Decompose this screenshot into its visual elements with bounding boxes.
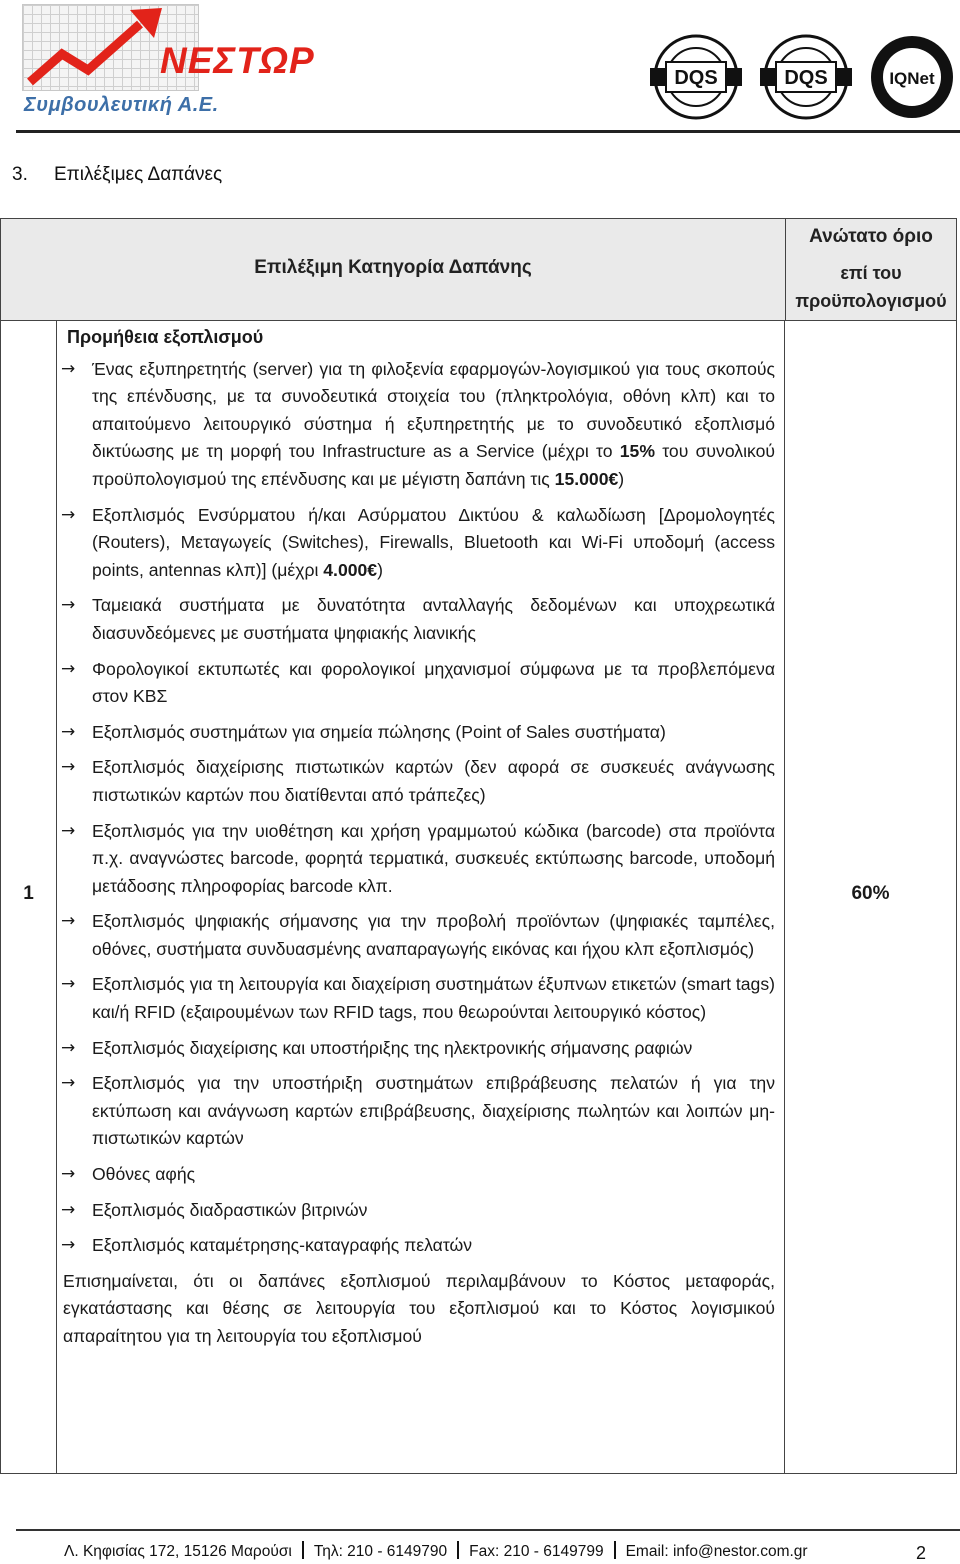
arrow-right-icon: → — [61, 1199, 76, 1220]
item-text: Φορολογικοί εκτυπωτές και φορολογικοί μηχανισμοί σύμφωνα με τα προβλεπόμενα στον ΚΒΣ — [92, 658, 775, 707]
cert-badge-iso14001 — [758, 34, 854, 120]
item-text: του συνολικού προϋπολογισμού της επένδυσης και με μέγιστη δαπάνη τις — [92, 441, 775, 489]
item-text: Εξοπλισμός καταμέτρησης-καταγραφής πελατών — [92, 1235, 473, 1256]
list-item — [63, 1197, 775, 1225]
eligible-expenses-table — [0, 218, 957, 1474]
company-logo — [22, 4, 315, 122]
arrow-right-icon: → — [61, 721, 76, 742]
footer-email[interactable]: Email: info@nestor.com.gr — [625, 1543, 808, 1560]
list-item — [63, 502, 775, 585]
section-number: 3. — [12, 164, 28, 185]
item-text: Εξοπλισμός για την υποστήριξη συστημάτων επιβράβευσης πελατών ή για την εκτύπωση και ανάγνωση καρτών επιβράβευσης, διαχείρισης πωλητών και λοιπών μη-πιστωτικών καρτών — [92, 1073, 775, 1149]
column-divider — [56, 320, 57, 1474]
item-text: Εξοπλισμός διαδραστικών βιτρινών — [92, 1199, 368, 1220]
item-text: Οθόνες αφής — [92, 1164, 196, 1185]
footer-fax: Fax: 210 - 6149799 — [469, 1543, 604, 1560]
item-highlight: 4.000€ — [323, 559, 378, 580]
list-item — [63, 818, 775, 901]
item-text: Εξοπλισμός για την υιοθέτηση και χρήση γραμμωτού κώδικα (barcode) στα προϊόντα π.χ. αναγνώστες barcode, φορητά τερματικά, συσκευές εκτύπωσης barcode, υποδομή μετάδοσης πληροφορίας barcode κλπ. — [92, 820, 775, 896]
header-divider — [16, 130, 960, 133]
cert-core-text: DQS — [784, 67, 828, 89]
header-max-line3: προϋπολογισμού — [795, 291, 947, 311]
footer-divider — [16, 1529, 960, 1531]
list-item — [63, 1035, 775, 1063]
expense-items-list — [63, 356, 775, 1260]
list-item — [63, 1070, 775, 1153]
list-item — [63, 592, 775, 647]
arrow-right-icon: → — [61, 1037, 76, 1058]
row-number: 1 — [23, 883, 34, 904]
logo-name: ΝΕΣΤΩΡ — [160, 40, 315, 81]
item-highlight: 15% — [619, 441, 655, 462]
page-footer — [64, 1541, 914, 1563]
header-max-line1: Ανώτατο όριο — [809, 226, 933, 247]
list-item — [63, 656, 775, 711]
list-item — [63, 356, 775, 494]
footer-address: Λ. Κηφισίας 172, 15126 Μαρούσι — [64, 1543, 292, 1560]
item-text: Εξοπλισμός Ενσύρματου ή/και Ασύρματου Δικτύου & καλωδίωση [Δρομολογητές (Routers), Μεταγωγείς (Switches), Firewalls, Bluetooth και Wi-Fi υποδομή (access points, antennas κλπ)] (μέχρι — [92, 504, 775, 580]
list-item — [63, 1161, 775, 1189]
item-text: Εξοπλισμός διαχείρισης και υποστήριξης της ηλεκτρονικής σήμανσης ραφιών — [92, 1037, 693, 1058]
item-highlight: 15.000€ — [554, 468, 619, 489]
header-max-line2: επί του — [840, 263, 902, 283]
item-text: Εξοπλισμός συστημάτων για σημεία πώλησης (Point of Sales συστήματα) — [92, 721, 666, 742]
arrow-right-icon: → — [61, 658, 76, 679]
list-item — [63, 719, 775, 747]
cert-badge-iso9001 — [648, 34, 744, 120]
page-number: 2 — [916, 1543, 927, 1563]
section-heading — [12, 164, 222, 186]
list-item — [63, 908, 775, 963]
item-text: Ένας εξυπηρετητής (server) για τη φιλοξενία εφαρμογών-λογισμικού για τους σκοπούς της επένδυσης, με τα συνοδευτικά στοιχεία του (πληκτρολόγια, οθόνη κλπ) και το απαιτούμενο λειτουργικό σύστημα ή εξυπηρετητής με το συνοδευτικό εξοπλισμό δικτύωσης με τη μορφή του Infrastructure as a Service (μέχρι το — [92, 358, 775, 462]
logo-subtitle: Συμβουλευτική Α.Ε. — [24, 94, 219, 116]
list-item — [63, 754, 775, 809]
footer-separator — [457, 1541, 459, 1559]
category-cell — [63, 322, 775, 1351]
footer-phone: Τηλ: 210 - 6149790 — [313, 1543, 448, 1560]
arrow-right-icon: → — [61, 757, 76, 778]
item-text: Εξοπλισμός ψηφιακής σήμανσης για την προβολή προϊόντων (ψηφιακές ταμπέλες, οθόνες, συστήματα συνδυασμένης αναπαραγωγής εικόνας και ήχου κλπ εξοπλισμός) — [92, 911, 775, 959]
category-title: Προμήθεια εξοπλισμού — [67, 327, 264, 347]
item-text: Ταμειακά συστήματα με δυνατότητα ανταλλαγής δεδομένων και υποχρεωτικά διασυνδεόμενες με συστήματα ψηφιακής λιανικής — [92, 595, 775, 643]
header-max-limit — [785, 219, 956, 320]
arrow-right-icon: → — [61, 1073, 76, 1094]
table-header-row — [1, 219, 956, 321]
equipment-note: Επισημαίνεται, ότι οι δαπάνες εξοπλισμού περιλαμβάνουν το Κόστος μεταφοράς, εγκατάστασης και θέσης σε λειτουργία του εξοπλισμού και το Κόστος λογισμικού απαραίτητου για τη λειτουργία του εξοπλισμού — [63, 1270, 775, 1346]
list-item — [63, 971, 775, 1026]
arrow-right-icon: → — [61, 595, 76, 616]
page-header — [0, 0, 960, 132]
list-item — [63, 1232, 775, 1260]
footer-separator — [614, 1541, 616, 1559]
arrow-right-icon: → — [61, 504, 76, 525]
arrow-right-icon: → — [61, 974, 76, 995]
item-text: ) — [377, 559, 383, 580]
section-title: Επιλέξιμες Δαπάνες — [54, 164, 223, 185]
arrow-right-icon: → — [61, 358, 76, 379]
arrow-right-icon: → — [61, 1235, 76, 1256]
item-text: Εξοπλισμός διαχείρισης πιστωτικών καρτών (δεν αφορά σε συσκευές ανάγνωσης πιστωτικών καρτών που διατίθενται από τράπεζες) — [92, 757, 775, 805]
arrow-right-icon: → — [61, 911, 76, 932]
cert-core-text: DQS — [674, 67, 718, 89]
item-text: Εξοπλισμός για τη λειτουργία και διαχείριση συστημάτων έξυπνων ετικετών (smart tags) και/ή RFID (εξαιρουμένων των RFID tags, που θεωρούνται λειτουργικό κόστος) — [92, 974, 775, 1023]
arrow-right-icon: → — [61, 820, 76, 841]
item-text: ) — [618, 468, 625, 489]
footer-separator — [302, 1541, 304, 1559]
header-category: Επιλέξιμη Κατηγορία Δαπάνης — [254, 257, 532, 278]
row-max-percent: 60% — [851, 883, 890, 904]
cert-core-text: IQNet — [889, 69, 935, 88]
cert-badge-iqnet — [866, 34, 960, 120]
arrow-right-icon: → — [61, 1164, 76, 1185]
